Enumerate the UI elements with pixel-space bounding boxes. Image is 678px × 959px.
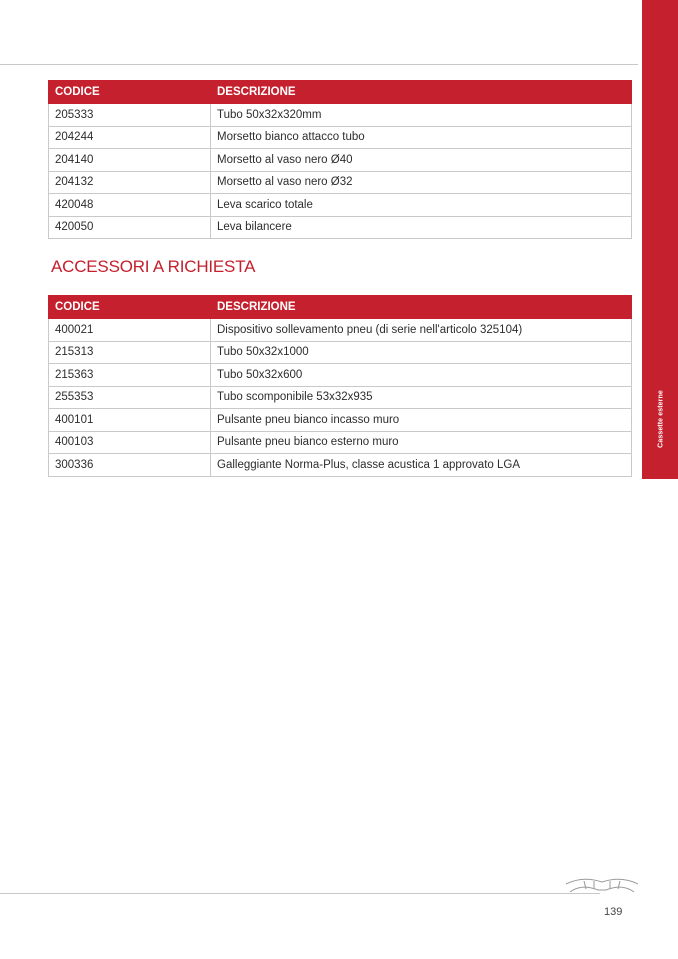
column-header-descrizione: DESCRIZIONE: [211, 296, 632, 319]
table-row: [49, 171, 632, 194]
table-row: [49, 431, 632, 454]
cell-code: 255353: [49, 386, 211, 409]
section-side-tab-label: Cassette esterne: [657, 390, 665, 448]
table-row: [49, 104, 632, 127]
cell-code: 204140: [49, 149, 211, 172]
bottom-divider: [0, 893, 600, 894]
table-row: [49, 341, 632, 364]
cell-code: 215313: [49, 341, 211, 364]
cell-description: Pulsante pneu bianco esterno muro: [211, 431, 632, 454]
page-number: 139: [604, 906, 623, 918]
cell-description: Tubo 50x32x320mm: [211, 104, 632, 127]
top-divider: [0, 64, 638, 65]
cell-code: 420048: [49, 194, 211, 217]
table-row: [49, 319, 632, 342]
cell-code: 400101: [49, 409, 211, 432]
cell-code: 400021: [49, 319, 211, 342]
cell-description: Pulsante pneu bianco incasso muro: [211, 409, 632, 432]
cell-description: Morsetto al vaso nero Ø40: [211, 149, 632, 172]
spare-parts-table: [48, 80, 632, 239]
table-header-row: [49, 296, 632, 319]
table-row: [49, 454, 632, 477]
cell-code: 215363: [49, 364, 211, 387]
brand-wave-icon: [564, 876, 640, 894]
table-row: [49, 216, 632, 239]
table-row: [49, 386, 632, 409]
table-header-row: [49, 81, 632, 104]
column-header-codice: CODICE: [49, 81, 211, 104]
cell-description: Morsetto bianco attacco tubo: [211, 126, 632, 149]
accessories-heading: ACCESSORI A RICHIESTA: [51, 257, 256, 276]
cell-code: 400103: [49, 431, 211, 454]
table-row: [49, 409, 632, 432]
cell-code: 204132: [49, 171, 211, 194]
table-row: [49, 149, 632, 172]
accessories-table: [48, 295, 632, 477]
cell-description: Morsetto al vaso nero Ø32: [211, 171, 632, 194]
cell-code: 205333: [49, 104, 211, 127]
cell-description: Tubo 50x32x600: [211, 364, 632, 387]
cell-description: Galleggiante Norma-Plus, classe acustica 1 approvato LGA: [211, 454, 632, 477]
table-row: [49, 194, 632, 217]
column-header-codice: CODICE: [49, 296, 211, 319]
cell-code: 204244: [49, 126, 211, 149]
table-row: [49, 126, 632, 149]
cell-description: Leva bilancere: [211, 216, 632, 239]
cell-code: 420050: [49, 216, 211, 239]
table-row: [49, 364, 632, 387]
cell-code: 300336: [49, 454, 211, 477]
cell-description: Dispositivo sollevamento pneu (di serie nell'articolo 325104): [211, 319, 632, 342]
cell-description: Tubo scomponibile 53x32x935: [211, 386, 632, 409]
cell-description: Tubo 50x32x1000: [211, 341, 632, 364]
column-header-descrizione: DESCRIZIONE: [211, 81, 632, 104]
cell-description: Leva scarico totale: [211, 194, 632, 217]
